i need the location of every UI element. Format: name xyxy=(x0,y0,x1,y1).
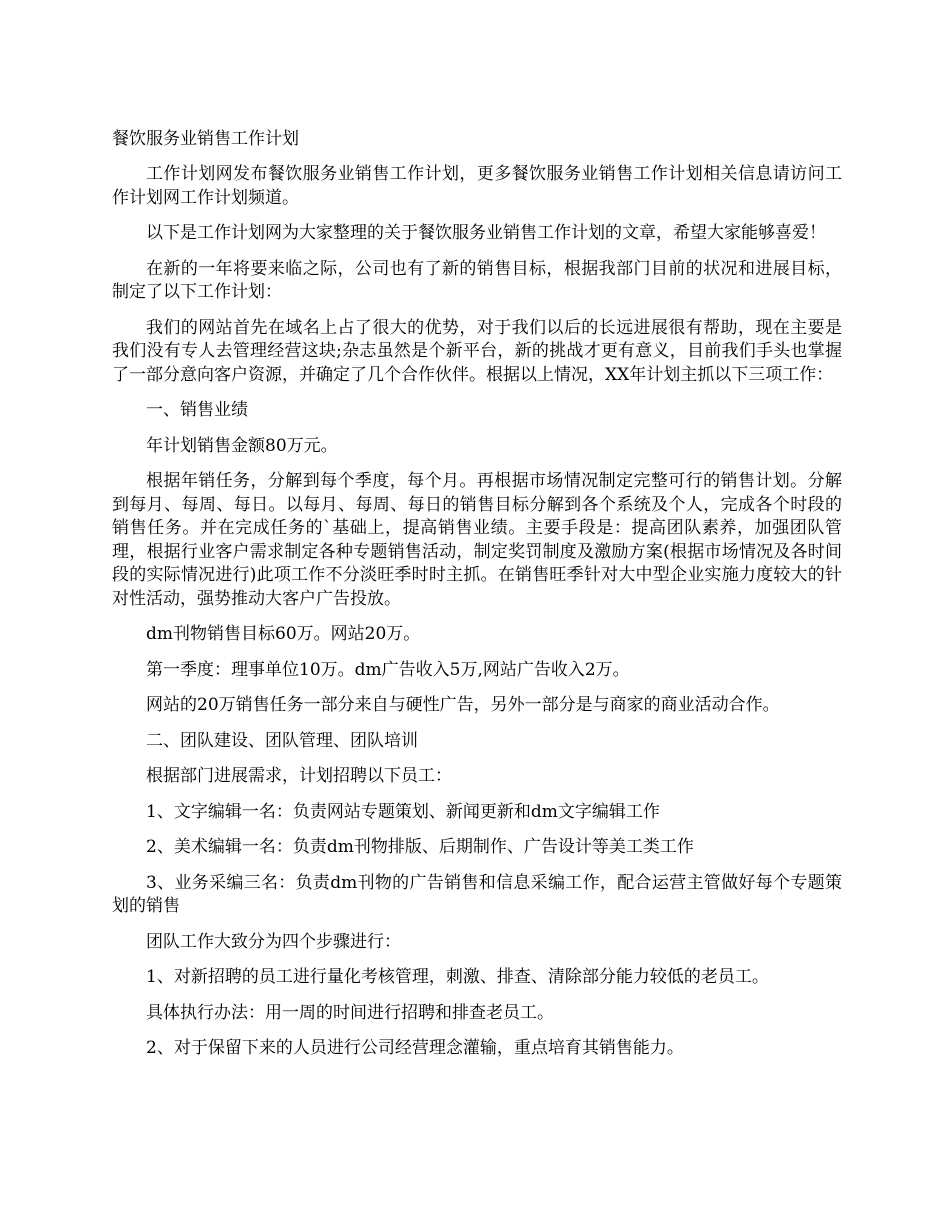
section-heading-sales: 一、销售业绩 xyxy=(146,400,248,420)
paragraph-team-steps: 团队工作大致分为四个步骤进行： xyxy=(146,931,401,952)
list-item-art-editor: 2、美术编辑一名：负责dm刊物排版、后期制作、广告设计等美工类工作 xyxy=(146,837,694,857)
paragraph-annual-target: 年计划销售金额80万元。 xyxy=(146,435,338,456)
list-item-text-editor: 1、文字编辑一名：负责网站专题策划、新闻更新和dm文字编辑工作 xyxy=(146,801,660,822)
list-item-business-editor: 3、业务采编三名：负责dm刊物的广告销售和信息采编工作，配合运营主管做好每个专题策划的销售 xyxy=(112,872,842,916)
list-item-step-2: 2、对于保留下来的人员进行公司经营理念灌输，重点培育其销售能力。 xyxy=(146,1038,684,1058)
list-item-step-1: 1、对新招聘的员工进行量化考核管理，刺激、排查、清除部分能力较低的老员工。 xyxy=(146,967,769,987)
paragraph-intro: 工作计划网发布餐饮服务业销售工作计划，更多餐饮服务业销售工作计划相关信息请访问工作计划网工作计划频道。 xyxy=(112,164,842,208)
document-body xyxy=(112,126,842,1073)
document-title: 餐饮服务业销售工作计划 xyxy=(112,129,299,149)
paragraph-greeting: 以下是工作计划网为大家整理的关于餐饮服务业销售工作计划的文章，希望大家能够喜爱！ xyxy=(146,223,826,243)
paragraph-execution: 具体执行办法：用一周的时间进行招聘和排查老员工。 xyxy=(146,1002,554,1023)
paragraph-website-target: 网站的20万销售任务一部分来自与硬性广告，另外一部分是与商家的商业活动合作。 xyxy=(146,695,780,715)
paragraph-sales-breakdown: 根据年销任务，分解到每个季度，每个月。再根据市场情况制定完整可行的销售计划。分解到每月、每周、每日。以每月、每周、每日的销售目标分解到各个系统及个人，完成各个时段的销售任务。并在完成任务的`基础上，提高销售业绩。主要手段是：提高团队素养，加强团队管理，根据行业客户需求制定各种专题销售活动，制定奖罚制度及激励方案(根据市场情况及各时间段的实际情况进行)此项工作不分淡旺季时时主抓。在销售旺季针对大中型企业实施力度较大的针对性活动，强势推动大客户广告投放。 xyxy=(112,471,842,609)
section-heading-team: 二、团队建设、团队管理、团队培训 xyxy=(146,730,418,751)
paragraph-dm-target: dm刊物销售目标60万。网站20万。 xyxy=(146,624,421,644)
paragraph-hiring-plan: 根据部门进展需求，计划招聘以下员工： xyxy=(146,766,452,786)
paragraph-background: 在新的一年将要来临之际，公司也有了新的销售目标，根据我部门目前的状况和进展目标，制定了以下工作计划： xyxy=(112,258,842,302)
paragraph-situation: 我们的网站首先在域名上占了很大的优势，对于我们以后的长远进展很有帮助，现在主要是我们没有专人去管理经营这块;杂志虽然是个新平台，新的挑战才更有意义，目前我们手头也掌握了一部分意向客户资源，并确定了几个合作伙伴。根据以上情况，XX年计划主抓以下三项工作： xyxy=(112,317,842,385)
paragraph-q1-target: 第一季度：理事单位10万。dm广告收入5万,网站广告收入2万。 xyxy=(146,659,630,680)
